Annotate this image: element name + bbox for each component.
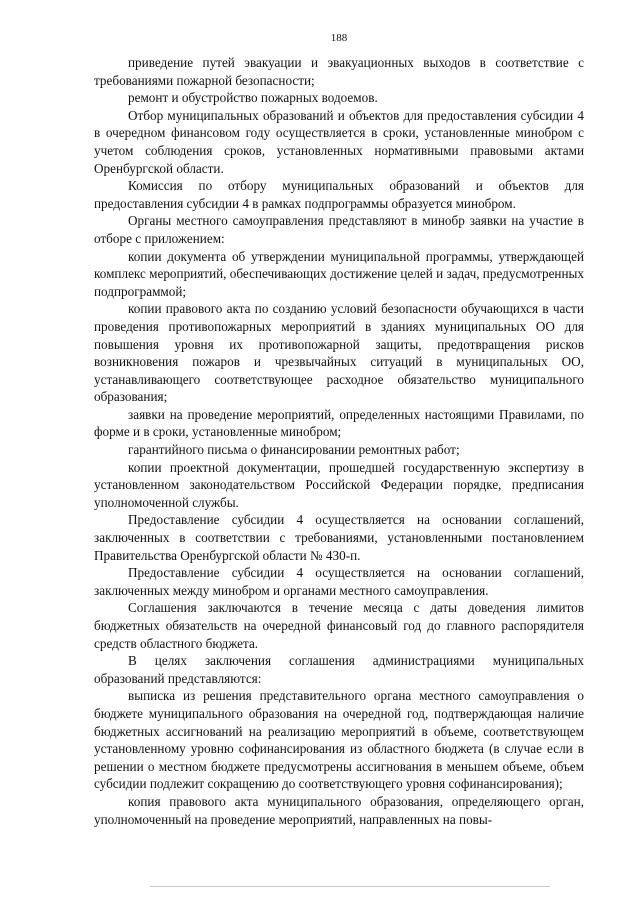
paragraph-10: копии проектной документации, прошедшей государственную экспертизу в установленном законодательством Российской Федерации порядке, предписания уполномоченной службы. — [94, 459, 584, 510]
document-page — [94, 32, 584, 828]
paragraph-1: приведение путей эвакуации и эвакуационных выходов в соответствие с требованиями пожарной безопасности; — [94, 55, 584, 88]
paragraph-15: выписка из решения представительного органа местного самоуправления о бюджете муниципального образования на очередной год, подтверждающая наличие бюджетных ассигнований на реализацию мероприятий в объеме, соответствующем установленному уровню софинансирования из областного бюджета (в случае если в решении о местном бюджете предусмотрены ассигнования в меньшем объеме, объем субсидии подлежит сокращению до соответствующего уровня софинансирования); — [94, 688, 584, 792]
paragraph-7: копии правового акта по созданию условий безопасности обучающихся в части проведения противопожарных мероприятий в зданиях муниципальных ОО для повышения уровня их противопожарной защиты, предотвращения рисков возникновения пожаров и чрезвычайных ситуаций в муниципальных ОО, устанавливающего соответствующее расходное обязательство муниципального образования; — [94, 301, 584, 405]
paragraph-3: Отбор муниципальных образований и объектов для предоставления субсидии 4 в очередном финансовом году осуществляется в сроки, установленные минобром с учетом соблюдения сроков, установленных нормативными правовыми актами Оренбургской области. — [94, 107, 584, 176]
paragraph-13: Соглашения заключаются в течение месяца с даты доведения лимитов бюджетных обязательств на очередной финансовый год до главного распорядителя средств областного бюджета. — [94, 600, 584, 651]
paragraph-6: копии документа об утверждении муниципальной программы, утверждающей комплекс мероприятий, обеспечивающих достижение целей и задач, предусмотренных подпрограммой; — [94, 248, 585, 299]
paragraph-9: гарантийного письма о финансировании ремонтных работ; — [128, 442, 460, 458]
paragraph-2: ремонт и обустройство пожарных водоемов. — [128, 90, 378, 106]
paragraph-16: копия правового акта муниципального образования, определяющего орган, уполномоченный на проведение мероприятий, направленных на повы- — [94, 793, 584, 827]
paragraph-5: Органы местного самоуправления представляют в минобр заявки на участие в отборе с приложением: — [94, 213, 584, 246]
scan-artifact-line — [150, 886, 550, 887]
page-number: 188 — [330, 32, 348, 44]
paragraph-14: В целях заключения соглашения администрациями муниципальных образований представляются: — [94, 653, 584, 686]
paragraph-4: Комиссия по отбору муниципальных образований и объектов для предоставления субсидии 4 в рамках подпрограммы образуется минобром. — [94, 178, 584, 211]
paragraph-12: Предоставление субсидии 4 осуществляется на основании соглашений, заключенных между минобром и органами местного самоуправления. — [94, 565, 584, 598]
paragraph-11: Предоставление субсидии 4 осуществляется на основании соглашений, заключенных в соответствии с требованиями, установленными постановлением Правительства Оренбургской области № 430-п. — [94, 512, 584, 563]
paragraph-8: заявки на проведение мероприятий, определенных настоящими Правилами, по форме и в сроки, установленные минобром; — [94, 406, 584, 440]
